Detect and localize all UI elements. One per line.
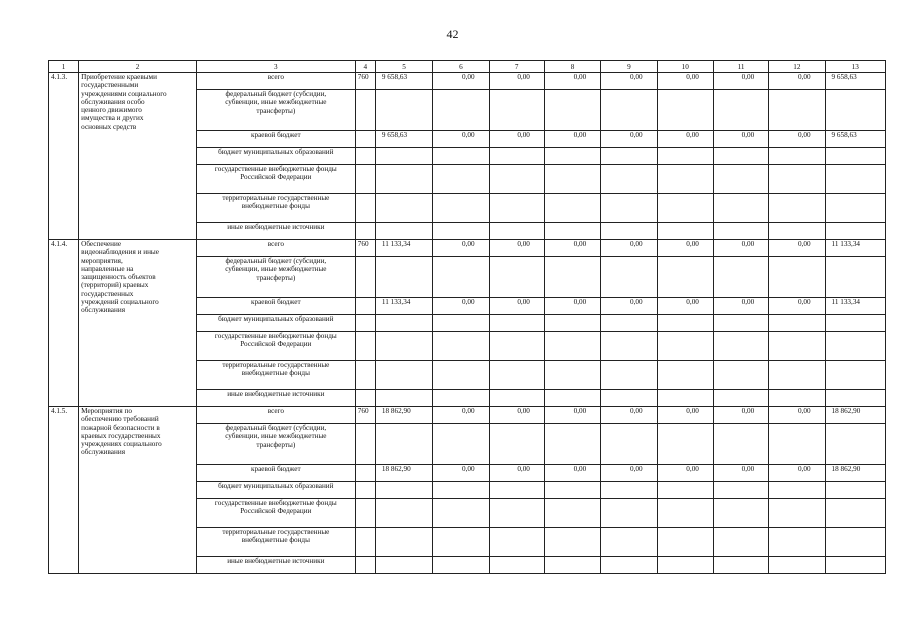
empty-cell [769, 90, 825, 131]
empty-cell [489, 499, 544, 528]
empty-cell [355, 90, 375, 131]
empty-cell [489, 424, 544, 465]
value-cell: 0,00 [433, 465, 489, 482]
value-cell: 0,00 [657, 240, 713, 257]
empty-cell [713, 499, 768, 528]
empty-cell [769, 361, 825, 390]
value-cell: 0,00 [489, 298, 544, 315]
empty-cell [713, 390, 768, 407]
table-row-total [49, 240, 886, 257]
value-cell: 0,00 [544, 407, 600, 424]
funding-source: государственные внебюджетные фонды Российской Федерации [196, 499, 355, 528]
empty-cell [433, 482, 489, 499]
value-cell: 0,00 [601, 465, 657, 482]
value-cell: 11 133,34 [375, 298, 432, 315]
column-header: 8 [544, 61, 600, 73]
value-cell: 18 862,90 [375, 407, 432, 424]
empty-cell [713, 315, 768, 332]
empty-cell [657, 557, 713, 574]
value-cell: 0,00 [433, 73, 489, 90]
column-header: 9 [601, 61, 657, 73]
empty-cell [601, 165, 657, 194]
funding-source: бюджет муниципальных образований [196, 315, 355, 332]
value-cell: 0,00 [657, 407, 713, 424]
value-cell: 0,00 [489, 465, 544, 482]
empty-cell [544, 223, 600, 240]
empty-cell [657, 424, 713, 465]
value-cell: 0,00 [601, 131, 657, 148]
value-cell: 0,00 [713, 240, 768, 257]
column-number-row [49, 61, 886, 73]
empty-cell [489, 148, 544, 165]
value-cell: 0,00 [769, 240, 825, 257]
empty-cell [355, 557, 375, 574]
empty-cell [657, 332, 713, 361]
value-cell: 0,00 [489, 407, 544, 424]
empty-cell [433, 332, 489, 361]
empty-cell [433, 257, 489, 298]
value-cell: 0,00 [601, 240, 657, 257]
empty-cell [601, 424, 657, 465]
empty-cell [355, 424, 375, 465]
value-cell: 0,00 [489, 240, 544, 257]
kvr-code: 760 [355, 73, 375, 90]
empty-cell [375, 361, 432, 390]
funding-source: всего [196, 407, 355, 424]
empty-cell [375, 557, 432, 574]
empty-cell [489, 528, 544, 557]
empty-cell [544, 557, 600, 574]
empty-cell [769, 165, 825, 194]
value-cell: 0,00 [713, 131, 768, 148]
empty-cell [713, 528, 768, 557]
empty-cell [769, 390, 825, 407]
column-header: 3 [196, 61, 355, 73]
empty-cell [375, 499, 432, 528]
empty-cell [657, 315, 713, 332]
empty-cell [375, 148, 432, 165]
empty-cell [355, 298, 375, 315]
empty-cell [601, 148, 657, 165]
funding-source: иные внебюджетные источники [196, 557, 355, 574]
empty-cell [713, 148, 768, 165]
empty-cell [544, 332, 600, 361]
value-cell: 9 658,63 [825, 131, 885, 148]
empty-cell [657, 194, 713, 223]
empty-cell [601, 390, 657, 407]
empty-cell [433, 361, 489, 390]
empty-cell [601, 332, 657, 361]
column-header: 7 [489, 61, 544, 73]
empty-cell [601, 315, 657, 332]
item-code: 4.1.5. [49, 407, 79, 574]
empty-cell [355, 194, 375, 223]
value-cell: 0,00 [713, 73, 768, 90]
empty-cell [544, 499, 600, 528]
budget-table [48, 60, 886, 574]
item-code: 4.1.4. [49, 240, 79, 407]
empty-cell [825, 424, 885, 465]
empty-cell [657, 257, 713, 298]
funding-source: всего [196, 73, 355, 90]
value-cell: 0,00 [769, 407, 825, 424]
empty-cell [544, 361, 600, 390]
empty-cell [355, 390, 375, 407]
empty-cell [544, 257, 600, 298]
value-cell: 18 862,90 [375, 465, 432, 482]
value-cell: 9 658,63 [375, 73, 432, 90]
empty-cell [769, 257, 825, 298]
empty-cell [489, 315, 544, 332]
empty-cell [713, 424, 768, 465]
empty-cell [355, 315, 375, 332]
empty-cell [375, 528, 432, 557]
empty-cell [601, 499, 657, 528]
value-cell: 0,00 [657, 131, 713, 148]
value-cell: 0,00 [433, 407, 489, 424]
funding-source: всего [196, 240, 355, 257]
empty-cell [825, 332, 885, 361]
empty-cell [544, 482, 600, 499]
empty-cell [489, 557, 544, 574]
value-cell: 0,00 [601, 73, 657, 90]
empty-cell [825, 499, 885, 528]
empty-cell [433, 148, 489, 165]
empty-cell [601, 223, 657, 240]
empty-cell [489, 90, 544, 131]
empty-cell [375, 315, 432, 332]
empty-cell [544, 390, 600, 407]
empty-cell [355, 332, 375, 361]
table-row-total [49, 407, 886, 424]
empty-cell [825, 165, 885, 194]
empty-cell [601, 482, 657, 499]
value-cell: 0,00 [544, 73, 600, 90]
empty-cell [657, 361, 713, 390]
column-header: 12 [769, 61, 825, 73]
funding-source: краевой бюджет [196, 298, 355, 315]
empty-cell [825, 148, 885, 165]
empty-cell [769, 315, 825, 332]
funding-source: краевой бюджет [196, 131, 355, 148]
empty-cell [355, 257, 375, 298]
item-code: 4.1.3. [49, 73, 79, 240]
value-cell: 11 133,34 [825, 240, 885, 257]
empty-cell [713, 90, 768, 131]
funding-source: иные внебюджетные источники [196, 223, 355, 240]
column-header: 1 [49, 61, 79, 73]
empty-cell [769, 499, 825, 528]
empty-cell [433, 194, 489, 223]
empty-cell [713, 332, 768, 361]
funding-source: территориальные государственные внебюджетные фонды [196, 361, 355, 390]
empty-cell [601, 194, 657, 223]
empty-cell [489, 390, 544, 407]
value-cell: 0,00 [433, 298, 489, 315]
empty-cell [825, 482, 885, 499]
value-cell: 0,00 [433, 240, 489, 257]
value-cell: 0,00 [769, 73, 825, 90]
column-header: 2 [79, 61, 197, 73]
empty-cell [489, 223, 544, 240]
empty-cell [375, 194, 432, 223]
value-cell: 0,00 [433, 131, 489, 148]
empty-cell [769, 194, 825, 223]
funding-source: федеральный бюджет (субсидии, субвенции, иные межбюджетные трансферты) [196, 424, 355, 465]
empty-cell [355, 528, 375, 557]
empty-cell [375, 223, 432, 240]
empty-cell [713, 165, 768, 194]
funding-source: государственные внебюджетные фонды Российской Федерации [196, 332, 355, 361]
value-cell: 0,00 [657, 73, 713, 90]
empty-cell [375, 424, 432, 465]
empty-cell [825, 390, 885, 407]
funding-source: территориальные государственные внебюджетные фонды [196, 528, 355, 557]
empty-cell [657, 165, 713, 194]
empty-cell [375, 390, 432, 407]
column-header: 11 [713, 61, 768, 73]
empty-cell [657, 223, 713, 240]
value-cell: 0,00 [489, 131, 544, 148]
empty-cell [825, 557, 885, 574]
empty-cell [601, 361, 657, 390]
empty-cell [657, 148, 713, 165]
empty-cell [769, 223, 825, 240]
funding-source: краевой бюджет [196, 465, 355, 482]
empty-cell [713, 194, 768, 223]
empty-cell [489, 332, 544, 361]
empty-cell [544, 165, 600, 194]
value-cell: 0,00 [601, 407, 657, 424]
empty-cell [657, 90, 713, 131]
item-name: Обеспечение видеонаблюдения и иные мероприятия, направленные на защищенность объектов (территорий) краевых государственных учреждений социального обслуживания [79, 240, 197, 407]
value-cell: 0,00 [544, 298, 600, 315]
value-cell: 0,00 [769, 298, 825, 315]
empty-cell [544, 528, 600, 557]
item-name: Приобретение краевыми государственными учреждениями социального обслуживания особо ценного движимого имущества и других основных средств [79, 73, 197, 240]
value-cell: 0,00 [713, 465, 768, 482]
column-header: 6 [433, 61, 489, 73]
empty-cell [657, 499, 713, 528]
empty-cell [769, 557, 825, 574]
value-cell: 0,00 [713, 407, 768, 424]
empty-cell [375, 165, 432, 194]
empty-cell [355, 465, 375, 482]
empty-cell [355, 223, 375, 240]
empty-cell [375, 90, 432, 131]
empty-cell [375, 482, 432, 499]
empty-cell [544, 424, 600, 465]
value-cell: 18 862,90 [825, 407, 885, 424]
empty-cell [355, 499, 375, 528]
empty-cell [713, 482, 768, 499]
value-cell: 0,00 [713, 298, 768, 315]
empty-cell [769, 332, 825, 361]
empty-cell [713, 257, 768, 298]
empty-cell [433, 223, 489, 240]
empty-cell [769, 528, 825, 557]
funding-source: бюджет муниципальных образований [196, 148, 355, 165]
empty-cell [489, 482, 544, 499]
column-header: 5 [375, 61, 432, 73]
value-cell: 0,00 [657, 465, 713, 482]
empty-cell [544, 90, 600, 131]
empty-cell [601, 257, 657, 298]
empty-cell [657, 390, 713, 407]
empty-cell [657, 528, 713, 557]
funding-source: государственные внебюджетные фонды Российской Федерации [196, 165, 355, 194]
empty-cell [355, 165, 375, 194]
empty-cell [544, 315, 600, 332]
empty-cell [825, 194, 885, 223]
empty-cell [489, 257, 544, 298]
empty-cell [355, 148, 375, 165]
empty-cell [713, 223, 768, 240]
item-name: Мероприятия по обеспечению требований пожарной безопасности в краевых государственных учреждениях социального обслуживания [79, 407, 197, 574]
empty-cell [769, 482, 825, 499]
empty-cell [601, 557, 657, 574]
empty-cell [601, 90, 657, 131]
empty-cell [355, 131, 375, 148]
empty-cell [825, 257, 885, 298]
empty-cell [544, 148, 600, 165]
empty-cell [601, 528, 657, 557]
empty-cell [825, 315, 885, 332]
funding-source: иные внебюджетные источники [196, 390, 355, 407]
value-cell: 0,00 [769, 465, 825, 482]
value-cell: 9 658,63 [375, 131, 432, 148]
table-row-total [49, 73, 886, 90]
kvr-code: 760 [355, 240, 375, 257]
empty-cell [713, 557, 768, 574]
empty-cell [433, 390, 489, 407]
funding-source: бюджет муниципальных образований [196, 482, 355, 499]
column-header: 13 [825, 61, 885, 73]
empty-cell [433, 557, 489, 574]
empty-cell [825, 223, 885, 240]
value-cell: 11 133,34 [375, 240, 432, 257]
value-cell: 0,00 [601, 298, 657, 315]
empty-cell [433, 90, 489, 131]
empty-cell [825, 528, 885, 557]
column-header: 4 [355, 61, 375, 73]
empty-cell [433, 165, 489, 194]
empty-cell [489, 194, 544, 223]
empty-cell [355, 361, 375, 390]
value-cell: 0,00 [657, 298, 713, 315]
empty-cell [825, 361, 885, 390]
value-cell: 0,00 [544, 465, 600, 482]
empty-cell [375, 257, 432, 298]
empty-cell [375, 332, 432, 361]
empty-cell [489, 165, 544, 194]
empty-cell [489, 361, 544, 390]
empty-cell [433, 499, 489, 528]
page-number: 42 [446, 27, 459, 41]
value-cell: 11 133,34 [825, 298, 885, 315]
empty-cell [544, 194, 600, 223]
empty-cell [769, 148, 825, 165]
empty-cell [713, 361, 768, 390]
empty-cell [825, 90, 885, 131]
value-cell: 0,00 [769, 131, 825, 148]
empty-cell [769, 424, 825, 465]
funding-source: федеральный бюджет (субсидии, субвенции, иные межбюджетные трансферты) [196, 90, 355, 131]
empty-cell [433, 424, 489, 465]
funding-source: федеральный бюджет (субсидии, субвенции, иные межбюджетные трансферты) [196, 257, 355, 298]
column-header: 10 [657, 61, 713, 73]
value-cell: 0,00 [544, 131, 600, 148]
value-cell: 0,00 [489, 73, 544, 90]
value-cell: 9 658,63 [825, 73, 885, 90]
value-cell: 18 862,90 [825, 465, 885, 482]
funding-source: территориальные государственные внебюджетные фонды [196, 194, 355, 223]
value-cell: 0,00 [544, 240, 600, 257]
empty-cell [657, 482, 713, 499]
empty-cell [433, 315, 489, 332]
empty-cell [355, 482, 375, 499]
kvr-code: 760 [355, 407, 375, 424]
empty-cell [433, 528, 489, 557]
